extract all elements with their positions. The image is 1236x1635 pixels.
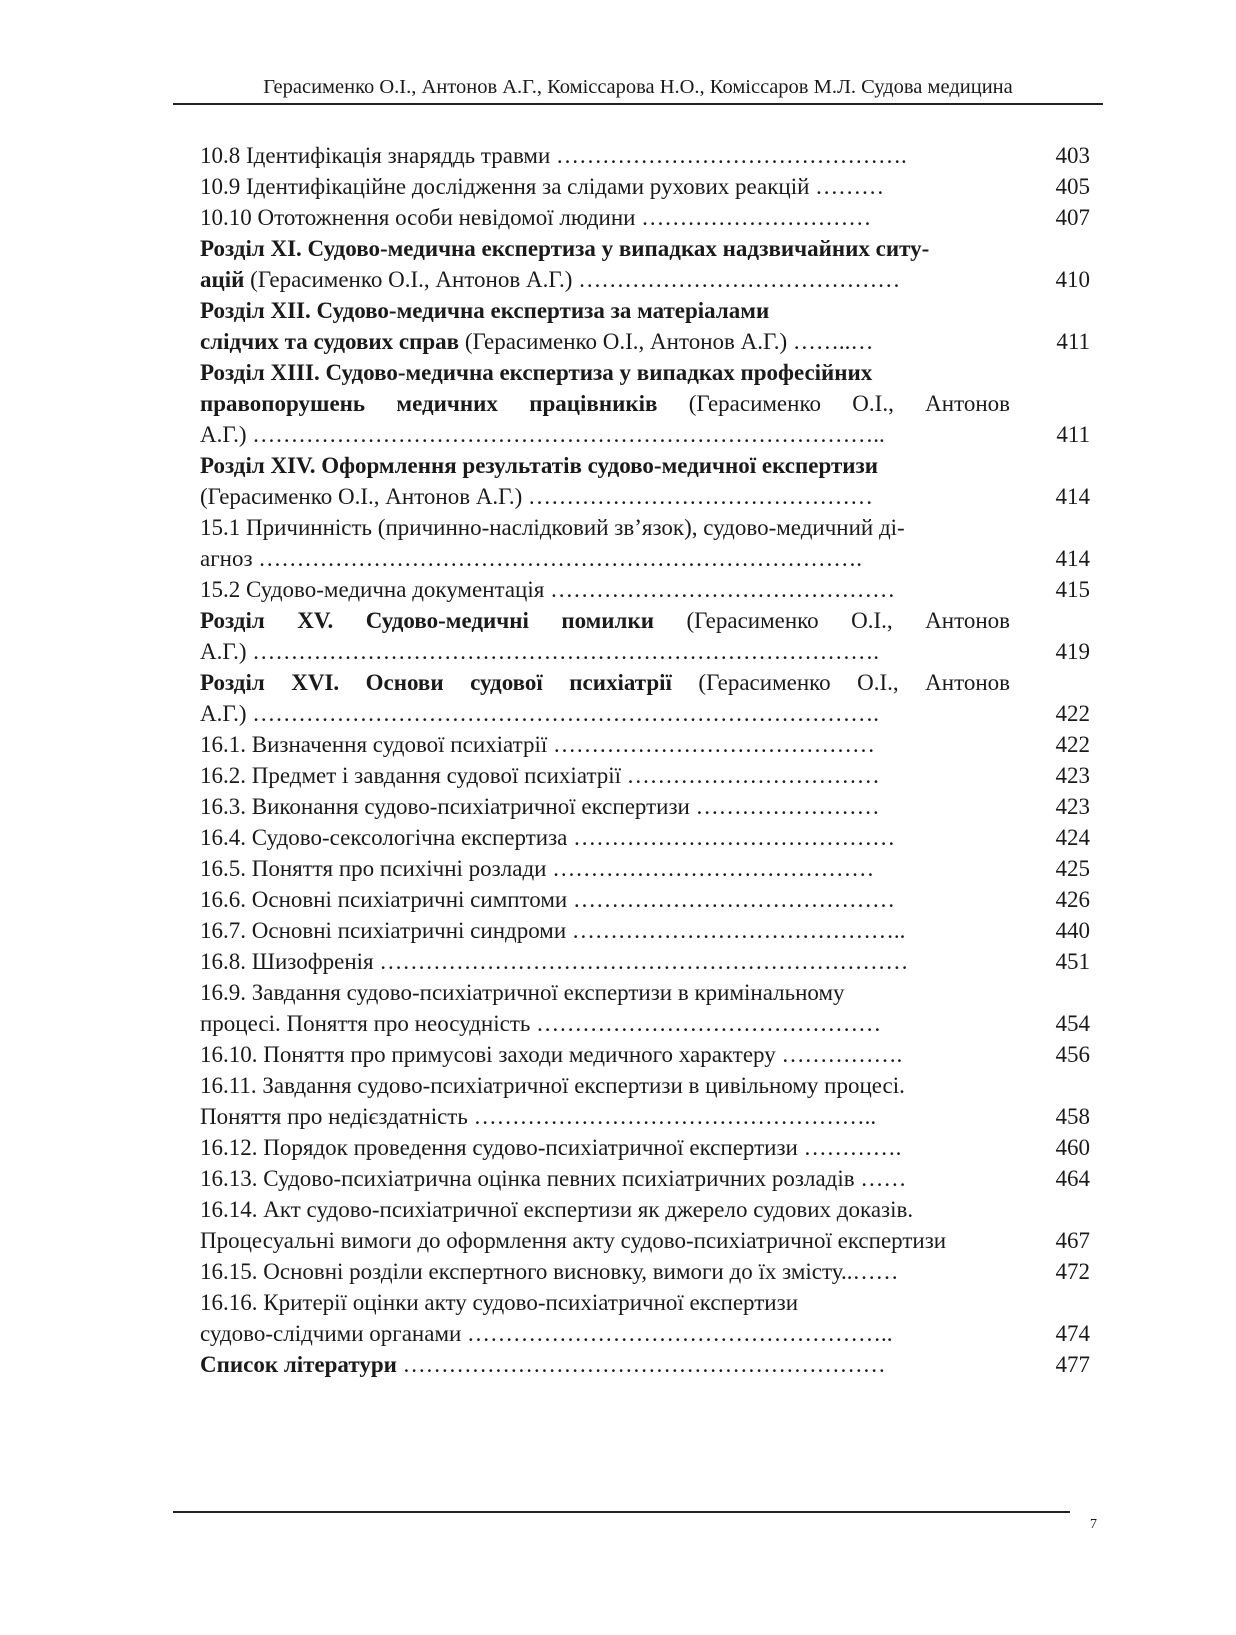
toc-entry-text: 16.13. Судово-психіатрична оцінка певних психіатричних розладів …… bbox=[200, 1166, 907, 1191]
toc-row bbox=[200, 1101, 1090, 1132]
section-title: Розділ XIV. Оформлення результатів судово-медичної експертизи bbox=[200, 453, 878, 478]
toc-row bbox=[200, 1163, 1090, 1194]
toc-row bbox=[200, 1256, 1090, 1287]
toc-entry-text: ацій (Герасименко О.І., Антонов А.Г.) …………………………………… bbox=[200, 267, 901, 292]
toc-page-number: 405 bbox=[1055, 174, 1090, 199]
toc-row bbox=[200, 357, 1090, 388]
toc-entry-text: Розділ XV. Судово-медичні помилки (Герасименко О.І., Антонов bbox=[200, 608, 1010, 633]
toc-row bbox=[200, 1070, 1090, 1101]
toc-entry-text: агноз ……………………………………………………………………. bbox=[200, 546, 863, 571]
section-title: Розділ XIII. Судово-медична експертиза у випадках професійних bbox=[200, 360, 873, 385]
toc-row bbox=[200, 1318, 1090, 1349]
toc-page-number: 460 bbox=[1055, 1135, 1090, 1160]
toc-row bbox=[200, 202, 1090, 233]
toc-page-number: 474 bbox=[1055, 1321, 1090, 1346]
table-of-contents bbox=[200, 140, 1090, 1380]
toc-page-number: 423 bbox=[1055, 763, 1090, 788]
toc-entry-text: 15.1 Причинність (причинно-наслідковий зв’язок), судово-медичний ді- bbox=[200, 515, 905, 540]
toc-entry-text: А.Г.) ………………………………………………………………………. bbox=[200, 639, 879, 664]
section-title: слідчих та судових справ bbox=[200, 329, 460, 354]
section-title: Розділ XII. Судово-медична експертиза за матеріалами bbox=[200, 298, 770, 323]
toc-entry-text: 10.8 Ідентифікація знаряддь травми ………………………………………. bbox=[200, 143, 907, 168]
header-divider bbox=[173, 103, 1103, 105]
toc-entry-text: 16.1. Визначення судової психіатрії …………………………………… bbox=[200, 732, 875, 757]
toc-row bbox=[200, 884, 1090, 915]
toc-entry-text: Поняття про недієздатність …………………………………………….. bbox=[200, 1104, 877, 1129]
footer-divider bbox=[173, 1511, 1070, 1513]
toc-page-number: 423 bbox=[1055, 794, 1090, 819]
toc-page-number: 454 bbox=[1055, 1011, 1090, 1036]
toc-entry-text: 16.16. Критерії оцінки акту судово-психіатричної експертизи bbox=[200, 1290, 798, 1315]
toc-page-number: 425 bbox=[1055, 856, 1090, 881]
section-title: правопорушень медичних працівників bbox=[200, 391, 658, 416]
toc-page-number: 424 bbox=[1055, 825, 1090, 850]
toc-entry-text: 16.15. Основні розділи експертного висновку, вимоги до їх змісту..…… bbox=[200, 1259, 899, 1284]
section-title: Розділ XV. Судово-медичні помилки bbox=[200, 608, 654, 633]
toc-entry-text: 15.2 Судово-медична документація ……………………………………… bbox=[200, 577, 896, 602]
toc-page-number: 422 bbox=[1055, 732, 1090, 757]
toc-page-number: 456 bbox=[1055, 1042, 1090, 1067]
toc-entry-text: 16.14. Акт судово-психіатричної експертизи як джерело судових доказів. bbox=[200, 1197, 914, 1222]
toc-row bbox=[200, 605, 1090, 636]
toc-row bbox=[200, 450, 1090, 481]
toc-row bbox=[200, 171, 1090, 202]
toc-row bbox=[200, 1039, 1090, 1070]
toc-page-number: 422 bbox=[1055, 701, 1090, 726]
toc-page-number: 472 bbox=[1055, 1259, 1090, 1284]
toc-entry-text: А.Г.) ……………………………………………………………………….. bbox=[200, 422, 885, 447]
toc-entry-text: (Герасименко О.І., Антонов А.Г.) ……………………………………… bbox=[200, 484, 874, 509]
toc-entry-text: 16.9. Завдання судово-психіатричної експертизи в кримінальному bbox=[200, 980, 845, 1005]
toc-entry-text bbox=[200, 450, 1010, 481]
toc-entry-text: 16.11. Завдання судово-психіатричної експертизи в цивільному процесі. bbox=[200, 1073, 905, 1098]
toc-row bbox=[200, 1194, 1090, 1225]
toc-row bbox=[200, 388, 1090, 419]
toc-entry-text: 16.2. Предмет і завдання судової психіатрії …………………………… bbox=[200, 763, 880, 788]
toc-page-number: 415 bbox=[1055, 577, 1090, 602]
toc-row bbox=[200, 853, 1090, 884]
toc-row bbox=[200, 667, 1090, 698]
toc-row bbox=[200, 326, 1090, 357]
toc-page-number: 477 bbox=[1055, 1352, 1090, 1377]
toc-entry-text: 16.12. Порядок проведення судово-психіатричної експертизи …………. bbox=[200, 1135, 902, 1160]
toc-entry-text: Розділ XVI. Основи судової психіатрії (Герасименко О.І., Антонов bbox=[200, 670, 1010, 695]
toc-row bbox=[200, 295, 1090, 326]
toc-row bbox=[200, 946, 1090, 977]
toc-entry-text: 16.4. Судово-сексологічна експертиза …………………………………… bbox=[200, 825, 896, 850]
toc-entry-text: 16.8. Шизофренія …………………………………………………………… bbox=[200, 949, 909, 974]
section-title: Розділ XI. Судово-медична експертиза у випадках надзвичайних ситу- bbox=[200, 236, 930, 261]
toc-row bbox=[200, 760, 1090, 791]
toc-row bbox=[200, 264, 1090, 295]
section-title: Список літератури bbox=[200, 1352, 397, 1377]
toc-page-number: 410 bbox=[1055, 267, 1090, 292]
toc-row bbox=[200, 574, 1090, 605]
toc-row bbox=[200, 481, 1090, 512]
toc-row bbox=[200, 698, 1090, 729]
toc-entry-text: Процесуальні вимоги до оформлення акту судово-психіатричної експертизи bbox=[200, 1228, 947, 1253]
toc-row bbox=[200, 1225, 1090, 1256]
toc-entry-text: А.Г.) ………………………………………………………………………. bbox=[200, 701, 879, 726]
toc-page-number: 458 bbox=[1055, 1104, 1090, 1129]
toc-entry-text bbox=[200, 295, 1010, 326]
toc-entry-text bbox=[200, 357, 1010, 388]
toc-row bbox=[200, 140, 1090, 171]
toc-page-number: 411 bbox=[1056, 329, 1090, 354]
toc-row bbox=[200, 636, 1090, 667]
toc-row bbox=[200, 791, 1090, 822]
toc-page-number: 467 bbox=[1055, 1228, 1090, 1253]
toc-entry-text: 10.9 Ідентифікаційне дослідження за слідами рухових реакцій ……… bbox=[200, 174, 885, 199]
toc-page-number: 419 bbox=[1055, 639, 1090, 664]
toc-row bbox=[200, 729, 1090, 760]
toc-row bbox=[200, 233, 1090, 264]
toc-row bbox=[200, 1008, 1090, 1039]
toc-entry-text: 16.6. Основні психіатричні симптоми …………………………………… bbox=[200, 887, 895, 912]
toc-entry-text: судово-слідчими органами ……………………………………………….. bbox=[200, 1321, 893, 1346]
toc-page-number: 411 bbox=[1056, 422, 1090, 447]
toc-entry-text: 10.10 Ототожнення особи невідомої людини ………………………… bbox=[200, 205, 872, 230]
toc-row bbox=[200, 1287, 1090, 1318]
toc-entry-text: 16.10. Поняття про примусові заходи медичного характеру ……………. bbox=[200, 1042, 903, 1067]
toc-page-number: 407 bbox=[1055, 205, 1090, 230]
toc-page-number: 414 bbox=[1055, 484, 1090, 509]
toc-page-number: 464 bbox=[1055, 1166, 1090, 1191]
toc-entry-text: 16.7. Основні психіатричні синдроми …………………………………….. bbox=[200, 918, 906, 943]
toc-entry-text: правопорушень медичних працівників (Герасименко О.І., Антонов bbox=[200, 391, 1010, 416]
toc-row bbox=[200, 419, 1090, 450]
toc-row bbox=[200, 915, 1090, 946]
toc-entry-text: 16.5. Поняття про психічні розлади …………………………………… bbox=[200, 856, 875, 881]
toc-entry-text: слідчих та судових справ (Герасименко О.І., Антонов А.Г.) ……..… bbox=[200, 329, 874, 354]
section-title: Розділ XVI. Основи судової психіатрії bbox=[200, 670, 672, 695]
toc-row bbox=[200, 512, 1090, 543]
toc-entry-text: Список літератури ……………………………………………………… bbox=[200, 1352, 886, 1377]
toc-page-number: 426 bbox=[1055, 887, 1090, 912]
toc-entry-text bbox=[200, 233, 1010, 264]
toc-page-number: 403 bbox=[1055, 143, 1090, 168]
toc-entry-text: процесі. Поняття про неосудність ……………………………………… bbox=[200, 1011, 882, 1036]
page-number: 7 bbox=[1090, 1517, 1097, 1532]
toc-entry-text: 16.3. Виконання судово-психіатричної експертизи …………………… bbox=[200, 794, 880, 819]
toc-row bbox=[200, 1349, 1090, 1380]
toc-page-number: 451 bbox=[1055, 949, 1090, 974]
running-header: Герасименко О.І., Антонов А.Г., Комісcарова Н.О., Комісcаров М.Л. Судова медицина bbox=[263, 76, 1013, 98]
toc-page-number: 414 bbox=[1055, 546, 1090, 571]
toc-row bbox=[200, 543, 1090, 574]
toc-row bbox=[200, 977, 1090, 1008]
section-title: ацій bbox=[200, 267, 245, 292]
toc-row bbox=[200, 1132, 1090, 1163]
toc-row bbox=[200, 822, 1090, 853]
toc-page-number: 440 bbox=[1055, 918, 1090, 943]
